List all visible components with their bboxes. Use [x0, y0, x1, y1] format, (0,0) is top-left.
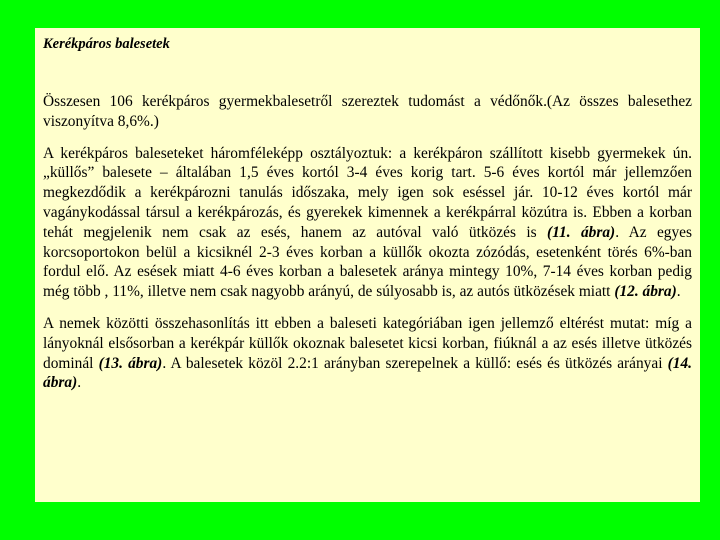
paragraph-3 [43, 314, 692, 393]
paragraph-2-text-c: . [676, 283, 681, 301]
paragraph-2-text-b: . Az egyes korcsoportokon belül a kicsiknél 2-3 éves korban a küllők okozta zózódás, esetenként törés 6%-ban fordul elő. Az esések miatt 4-6 éves korban a balesetek aránya mintegy 10%, 7-14 éves korban pedig még több , 11%, illetve nem csak nagyobb arányú, de súlyosabb is, az autós ütközések miatt [43, 223, 693, 301]
figure-reference-11: (11. ábra) [547, 223, 616, 241]
paragraph-2-text-a: A kerékpáros baleseteket háromféleképp osztályoztuk: a kerékpáron szállított kisebb gyermekek ún. „küllős” balesete – általában 1,5 éves kortól 3-4 éves korig tart. 5-6 éves kortól már jellemzően megkezdődik a kerékpározni tanulás időszaka, mely igen sok eséssel jár. 10-12 éves kortól már vagánykodással társul a kerékpározás, és gyerekek kimennek a kerékpárral közútra is. Ebben a korban tehát megjelenik nem csak az esés, hanem az autóval való ütközés is [43, 144, 692, 241]
paragraph-1-text: Összesen 106 kerékpáros gyermekbalesetről szereztek tudomást a védőnők.(Az összes balesethez viszonyítva 8,6%.) [43, 93, 692, 130]
slide-title: Kerékpáros balesetek [43, 36, 170, 52]
figure-reference-12: (12. ábra) [614, 283, 677, 301]
paragraph-2 [43, 144, 692, 302]
figure-reference-13: (13. ábra) [98, 354, 163, 372]
paragraph-1 [43, 92, 692, 132]
paragraph-3-text-a: A nemek közötti összehasonlítás itt ebben a baleseti kategóriában igen jellemző eltérést mutat: míg a lányoknál elsősorban a kerékpár küllők okoznak balesetet kicsi korban, fiúknál a az esés illetve ütközés dominál [43, 314, 692, 372]
paragraph-3-text-b: . A balesetek közöl 2.2:1 arányban szerepelnek a küllő: esés és ütközés arányai [162, 354, 668, 372]
figure-reference-14: (14. ábra) [43, 354, 692, 392]
paragraph-3-text-c: . [77, 374, 82, 392]
text-slide [35, 28, 700, 502]
